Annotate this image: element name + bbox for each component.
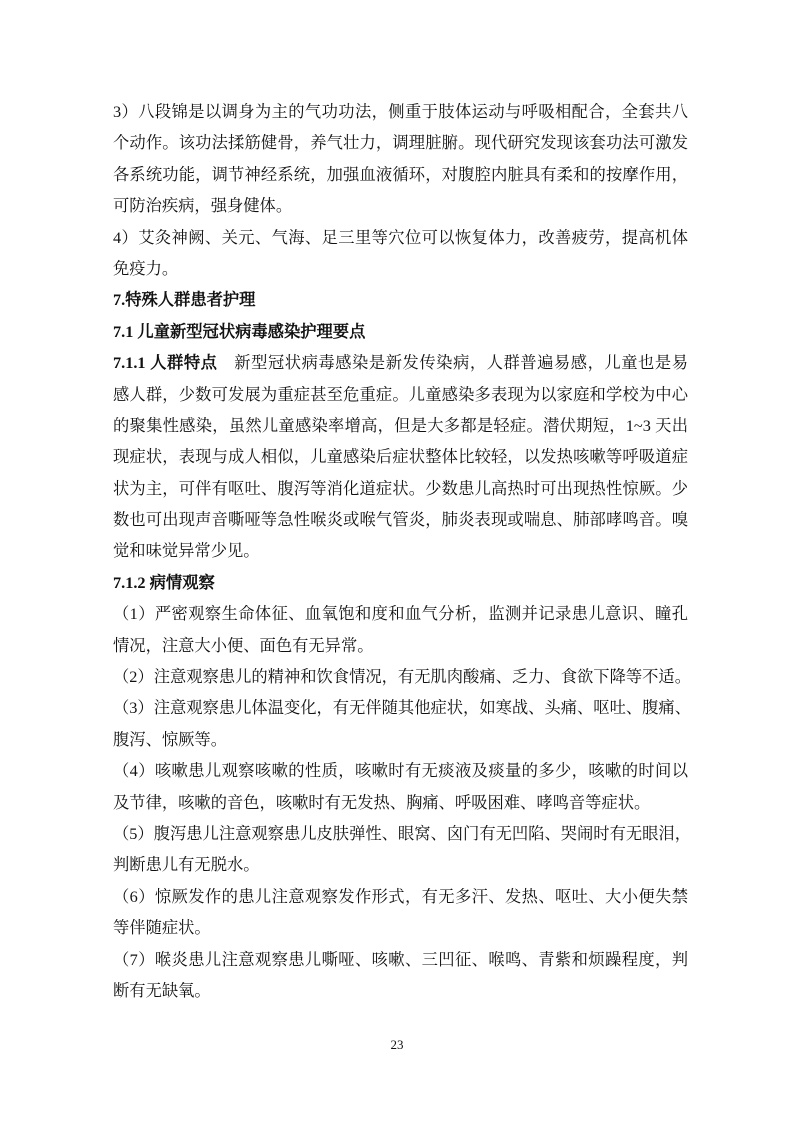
heading-text: 7.1.2 病情观察 [113, 572, 215, 592]
text-line [113, 881, 688, 912]
text-line [113, 661, 691, 692]
text-line [113, 692, 691, 723]
text-line [113, 787, 688, 818]
text-line [113, 598, 688, 629]
text-line [113, 222, 688, 253]
body-text: 腹泻、惊厥等。 [113, 729, 227, 749]
text-line [113, 567, 688, 598]
body-text: 数也可出现声音嘶哑等急性喉炎或喉气管炎，肺炎表现或喘息、肺部哮鸣音。嗅 [113, 510, 688, 530]
text-line [113, 190, 688, 221]
text-line [113, 504, 688, 535]
body-text: 情况，注意大小便、面色有无异常。 [113, 635, 374, 655]
body-text: （3）注意观察患儿体温变化，有无伴随其他症状，如寒战、头痛、呕吐、腹痛、 [113, 698, 691, 718]
body-text: 现症状，表现与成人相似，儿童感染后症状整体比较轻，以发热咳嗽等呼吸道症 [113, 447, 688, 467]
heading-text: 7.特殊人群患者护理 [113, 290, 256, 310]
heading-text: 7.1 儿童新型冠状病毒感染护理要点 [113, 321, 366, 341]
text-line [113, 473, 688, 504]
text-line [113, 253, 688, 284]
text-line [113, 347, 688, 378]
text-line [113, 975, 688, 1006]
body-text: 免疫力。 [113, 258, 179, 278]
body-text: 可防治疾病，强身健体。 [113, 196, 293, 216]
body-text: （2）注意观察患儿的精神和饮食情况，有无肌肉酸痛、乏力、食欲下降等不适。 [113, 667, 691, 687]
text-line [113, 849, 688, 880]
text-line [113, 630, 688, 661]
text-line [113, 755, 688, 786]
text-line [113, 379, 688, 410]
body-text: 各系统功能，调节神经系统，加强血液循环，对腹腔内脏具有柔和的按摩作用， [113, 164, 688, 184]
body-text: （1）严密观察生命体征、血氧饱和度和血气分析，监测并记录患儿意识、瞳孔 [113, 604, 688, 624]
text-line [113, 818, 691, 849]
page-footer [0, 1036, 794, 1054]
text-line [113, 912, 688, 943]
text-line [113, 284, 688, 315]
page-number: 23 [390, 1037, 404, 1052]
body-text: 感人群，少数可发展为重症甚至危重症。儿童感染多表现为以家庭和学校为中心 [113, 384, 688, 404]
text-line [113, 441, 688, 472]
body-text: （7）喉炎患儿注意观察患儿嘶哑、咳嗽、三凹征、喉鸣、青紫和烦躁程度，判 [113, 949, 688, 969]
heading-text: 7.1.1 人群特点 [113, 353, 218, 373]
text-line [113, 944, 688, 975]
document-body [113, 96, 691, 1006]
body-text: 觉和味觉异常少见。 [113, 541, 260, 561]
body-text: （6）惊厥发作的患儿注意观察发作形式，有无多汗、发热、呕吐、大小便失禁 [113, 886, 688, 906]
body-text: 的聚集性感染，虽然儿童感染率增高，但是大多都是轻症。潜伏期短，1~3 天出 [113, 415, 688, 435]
body-text: 判断患儿有无脱水。 [113, 855, 260, 875]
text-line [113, 127, 688, 158]
body-text: 新型冠状病毒感染是新发传染病，人群普遍易感，儿童也是易 [217, 353, 688, 373]
body-text: 3）八段锦是以调身为主的气功功法，侧重于肢体运动与呼吸相配合，全套共八 [113, 102, 688, 121]
body-text: （4）咳嗽患儿观察咳嗽的性质，咳嗽时有无痰液及痰量的多少，咳嗽的时间以 [113, 761, 688, 781]
text-line [113, 535, 688, 566]
body-text: （5）腹泻患儿注意观察患儿皮肤弹性、眼窝、囟门有无凹陷、哭闹时有无眼泪， [113, 823, 691, 843]
text-line [113, 410, 688, 441]
body-text: 状为主，可伴有呕吐、腹泻等消化道症状。少数患儿高热时可出现热性惊厥。少 [113, 478, 688, 498]
body-text: 等伴随症状。 [113, 918, 211, 938]
body-text: 4）艾灸神阙、关元、气海、足三里等穴位可以恢复体力，改善疲劳，提高机体 [113, 227, 688, 247]
body-text: 及节律，咳嗽的音色，咳嗽时有无发热、胸痛、呼吸困难、哮鸣音等症状。 [113, 792, 651, 812]
body-text: 断有无缺氧。 [113, 980, 211, 1000]
text-line [113, 316, 688, 347]
text-line [113, 96, 688, 127]
body-text: 个动作。该功法揉筋健骨，养气壮力，调理脏腑。现代研究发现该套功法可激发 [113, 133, 688, 153]
text-line [113, 724, 688, 755]
text-line [113, 159, 688, 190]
